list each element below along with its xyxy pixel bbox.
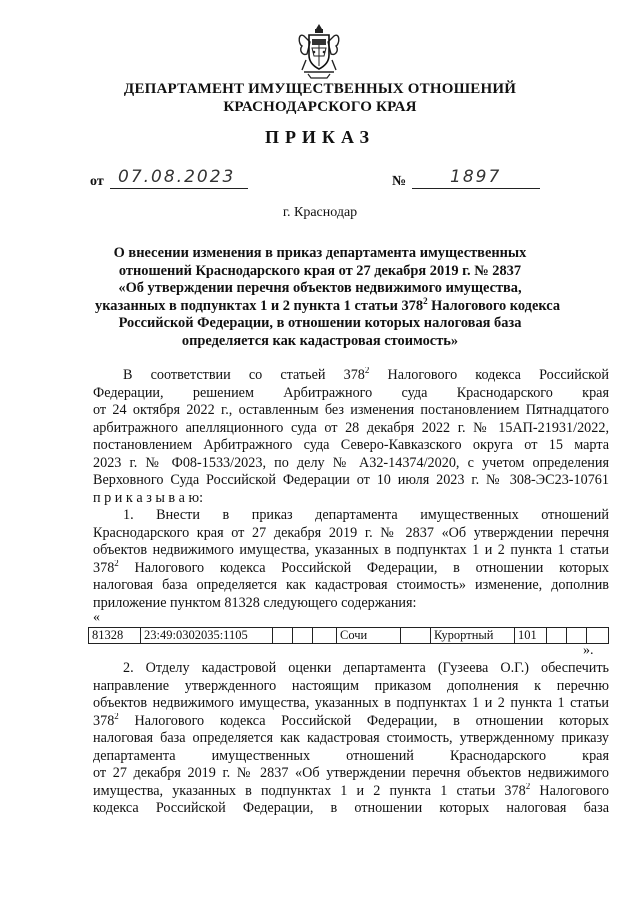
text-line: арбитражного апелляционного суда от 28 декабря 2022 г. № 15АП-21931/2022,	[93, 419, 609, 436]
text-line: объектов недвижимого имущества, указанных в подпунктах 1 и 2 пункта 1 статьи	[93, 542, 609, 558]
subject-line: О внесении изменения в приказ департамента имущественных	[113, 245, 527, 261]
table-cell	[567, 628, 587, 644]
insert-close-quote: ».	[583, 643, 594, 658]
text-line: 2023 г. № Ф08-1533/2023, по делу № А32-14374/2020, с учетом определения	[93, 454, 609, 471]
document-type-title: ПРИКАЗ	[264, 127, 376, 147]
text-line: В соответствии со статьей $378^2$ Налогового кодекса Российской	[123, 367, 609, 383]
department-name-line1: ДЕПАРТАМЕНТ ИМУЩЕСТВЕННЫХ ОТНОШЕНИЙ	[123, 81, 517, 97]
handwritten-date: 07.08.2023	[118, 167, 236, 187]
department-name-line2: КРАСНОДАРСКОГО КРАЯ	[223, 99, 417, 115]
table-cell	[273, 628, 293, 644]
text-line: постановлением Арбитражного суда Северо-Кавказского округа от 15 марта	[93, 437, 609, 453]
table-cell	[313, 628, 337, 644]
text-line: Краснодарского края от 27 декабря 2019 г. № 2837 «Об утверждении перечня	[93, 524, 609, 541]
subject-line: отношений Краснодарского края от 27 декабря 2019 г. № 2837	[118, 262, 522, 279]
text-line: направление утвержденного настоящим приказом дополнения к перечню	[93, 677, 609, 694]
date-number-row	[90, 168, 560, 192]
subject-line: определяется как кадастровая стоимость»	[181, 332, 459, 349]
text-line: 1. Внести в приказ департамента имущественных отношений	[123, 507, 609, 523]
subject-line: «Об утверждении перечня объектов недвижимого имущества,	[118, 280, 522, 297]
item-1-paragraph	[93, 507, 609, 612]
subject-line: указанных в подпунктах 1 и 2 пункта 1 статьи $378^2$ Налогового кодекса	[95, 295, 561, 314]
appendix-insert-table	[88, 627, 609, 644]
text-line: п р и к а з ы в а ю:	[93, 489, 204, 506]
subject-line: Российской Федерации, в отношении которых налоговая база	[118, 315, 522, 332]
text-line: департамента имущественных отношений Краснодарского края	[93, 747, 609, 764]
preamble-paragraph	[93, 367, 609, 507]
text-line: от 24 октября 2022 г., оставленным без изменения постановлением Пятнадцатого	[93, 402, 609, 418]
text-line: приложение пунктом 81328 следующего содержания:	[93, 594, 417, 611]
text-line: имущества, указанных в подпунктах 1 и 2 пункта 1 статьи $378^2$ Налогового	[93, 782, 609, 799]
table-cell	[547, 628, 567, 644]
text-line: от 27 декабря 2019 г. № 2837 «Об утверждении перечня объектов недвижимого	[93, 765, 609, 781]
coat-of-arms-emblem	[296, 22, 342, 80]
table-cell	[293, 628, 313, 644]
handwritten-number: 1897	[450, 167, 502, 187]
order-subject	[95, 245, 561, 351]
text-line: $378^2$ Налогового кодекса Российской Федерации, в отношении которых	[93, 559, 609, 576]
text-line: кодекса Российской Федерации, в отношении которых налоговая база	[93, 800, 609, 816]
city-line: г. Краснодар	[282, 205, 358, 220]
text-line: объектов недвижимого имущества, указанных в подпунктах 1 и 2 пункта 1 статьи	[93, 695, 609, 711]
text-line: налоговая база определяется как кадастровая стоимость, утвержденному приказу	[93, 730, 609, 746]
table-cell	[401, 628, 431, 644]
date-label: от	[90, 174, 104, 189]
number-label: №	[392, 174, 407, 189]
text-line: Федерации, решением Арбитражного суда Краснодарского края	[93, 384, 609, 401]
number-underline	[412, 188, 540, 189]
table-row	[89, 628, 609, 644]
text-line: налоговая база определяется как кадастровая стоимость» изменение, дополнив	[93, 577, 609, 593]
table-cell: Сочи	[337, 628, 401, 644]
text-line: 2. Отделу кадастровой оценки департамента (Гузеева О.Г.) обеспечить	[123, 660, 609, 676]
table-cell: 23:49:0302035:1105	[141, 628, 273, 644]
text-line: Верховного Суда Российской Федерации от 10 июля 2023 г. № 308-ЭС23-10761	[93, 472, 609, 488]
text-line: $378^2$ Налогового кодекса Российской Федерации, в отношении которых	[93, 712, 609, 729]
table-cell: 81328	[89, 628, 141, 644]
table-cell: Курортный	[431, 628, 515, 644]
item-2-paragraph	[93, 660, 609, 818]
insert-open-quote: «	[93, 610, 100, 625]
table-cell: 101	[515, 628, 547, 644]
table-cell	[587, 628, 609, 644]
date-underline	[110, 188, 248, 189]
